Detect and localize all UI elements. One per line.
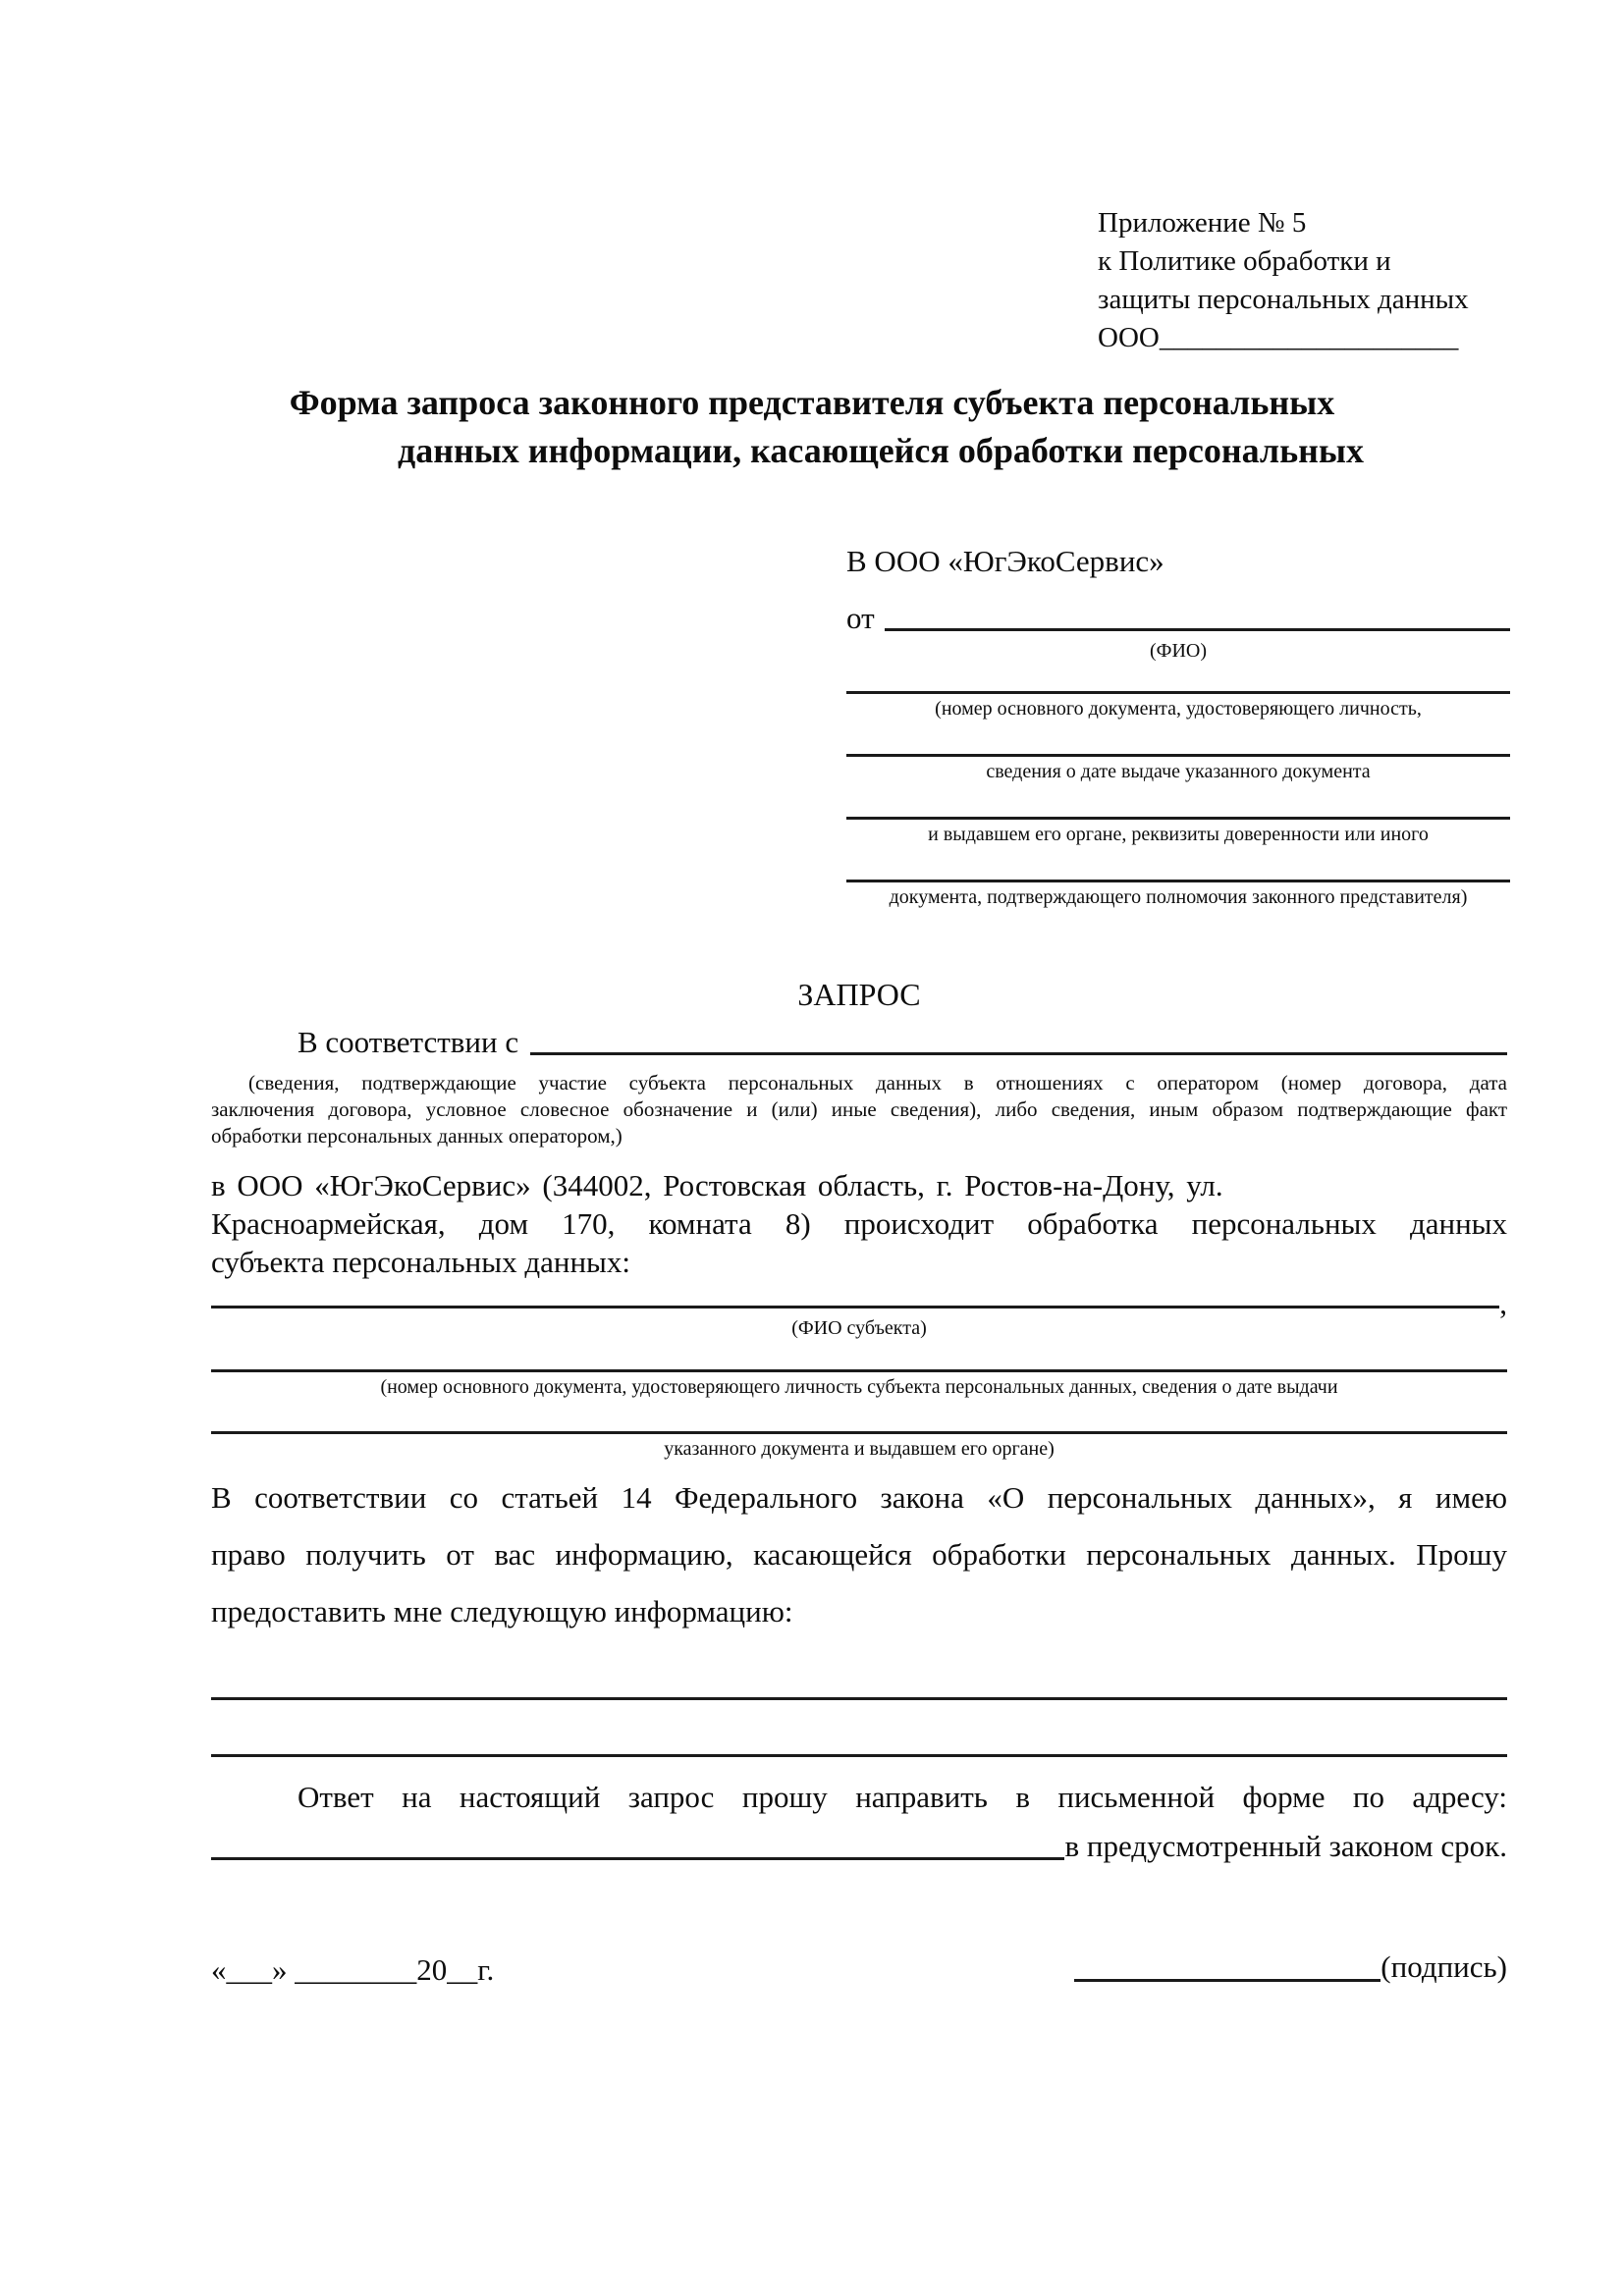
representative-doc-field [846,754,1510,784]
recipient-block [846,542,1510,910]
law-paragraph-line: право получить от вас информацию, касающейся обработки персональных данных. Прошу [211,1537,1507,1572]
request-heading: ЗАПРОС [797,977,921,1012]
representative-doc-field [846,817,1510,847]
operator-paragraph-line: субъекта персональных данных: [211,1245,630,1279]
accordance-label: В соответствии с [298,1025,519,1059]
field-caption: документа, подтверждающего полномочия законного представителя) [889,886,1468,908]
appendix-ooo-blank: ООО_____________________ [1098,322,1459,353]
field-caption: (номер основного документа, удостоверяющего личность, [935,698,1422,720]
field-caption: (номер основного документа, удостоверяющего личность субъекта персональных данных, сведения о дате выдачи [380,1376,1338,1398]
signature-field [1074,1947,1507,1988]
document-title-line1: Форма запроса законного представителя субъекта персональных [289,383,1335,422]
blank-line [846,691,1510,694]
law-paragraph-line: предоставить мне следующую информацию: [211,1594,793,1629]
address-blank-line [211,1857,1064,1860]
fine-print-line: заключения договора, условное словесное обозначение и (или) иные сведения), либо сведения, иным образом подтверждающие факт [211,1097,1507,1121]
answer-paragraph: Ответ на настоящий запрос прошу направить в письменной форме по адресу: [298,1780,1507,1814]
subject-block [211,1281,1507,1462]
subject-fio-field [211,1281,1507,1320]
law-paragraph [211,1469,1507,1640]
blank-line [211,1754,1507,1757]
representative-doc-field [846,880,1510,910]
footer [211,1947,1507,1988]
from-blank-line [885,628,1510,631]
blank-line [846,880,1510,882]
document-title-line2: данных информации, касающейся обработки персональных [398,431,1364,470]
field-caption: указанного документа и выдавшем его органе) [664,1438,1055,1460]
field-caption: и выдавшем его органе, реквизиты доверенности или иного [928,824,1429,845]
blank-line [211,1369,1507,1372]
subject-fio-caption: (ФИО субъекта) [791,1317,927,1339]
blank-line [211,1431,1507,1434]
signature-blank-line [1074,1979,1380,1982]
date-field: «___» ________20__г. [211,1952,495,1987]
signature-caption: (подпись) [1380,1949,1507,1984]
from-field [846,599,1510,636]
appendix-line: Приложение № 5 [1098,207,1307,239]
appendix-line: к Политике обработки и [1098,245,1391,277]
subject-fio-blank-line [211,1306,1499,1308]
fine-print-line: обработки персональных данных оператором,) [211,1124,623,1148]
accordance-fine-print [211,1070,1507,1149]
blank-line [846,817,1510,820]
law-paragraph-line: В соответствии со статьей 14 Федерального закона «О персональных данных», я имею [211,1480,1507,1515]
subject-doc-field [211,1431,1507,1462]
appendix-note [1098,204,1506,357]
answer-tail-text: в предусмотренный законом срок. [1064,1829,1507,1863]
representative-doc-field [846,691,1510,721]
recipient-organization: В ООО «ЮгЭкоСервис» [846,544,1164,578]
accordance-field [211,1023,1507,1060]
operator-paragraph-line: в ООО «ЮгЭкоСервис» (344002, Ростовская область, г. Ростов-на-Дону, ул. [211,1168,1223,1202]
field-caption: сведения о дате выдаче указанного документа [986,761,1371,782]
fio-caption: (ФИО) [1149,640,1207,662]
blank-line [846,754,1510,757]
document-title [0,379,1624,475]
operator-paragraph [211,1166,1507,1281]
from-label: от [846,601,875,635]
subject-doc-field [211,1369,1507,1400]
fine-print-line: (сведения, подтверждающие участие субъекта персональных данных в отношениях с оператором (номер договора, дата [248,1071,1507,1095]
subject-comma: , [1499,1286,1507,1320]
accordance-blank-line [530,1052,1507,1055]
blank-line [211,1697,1507,1700]
operator-paragraph-line: Красноармейская, дом 170, комната 8) происходит обработка персональных данных [211,1206,1507,1241]
answer-address-field [211,1828,1507,1865]
appendix-line: защиты персональных данных [1098,284,1469,315]
